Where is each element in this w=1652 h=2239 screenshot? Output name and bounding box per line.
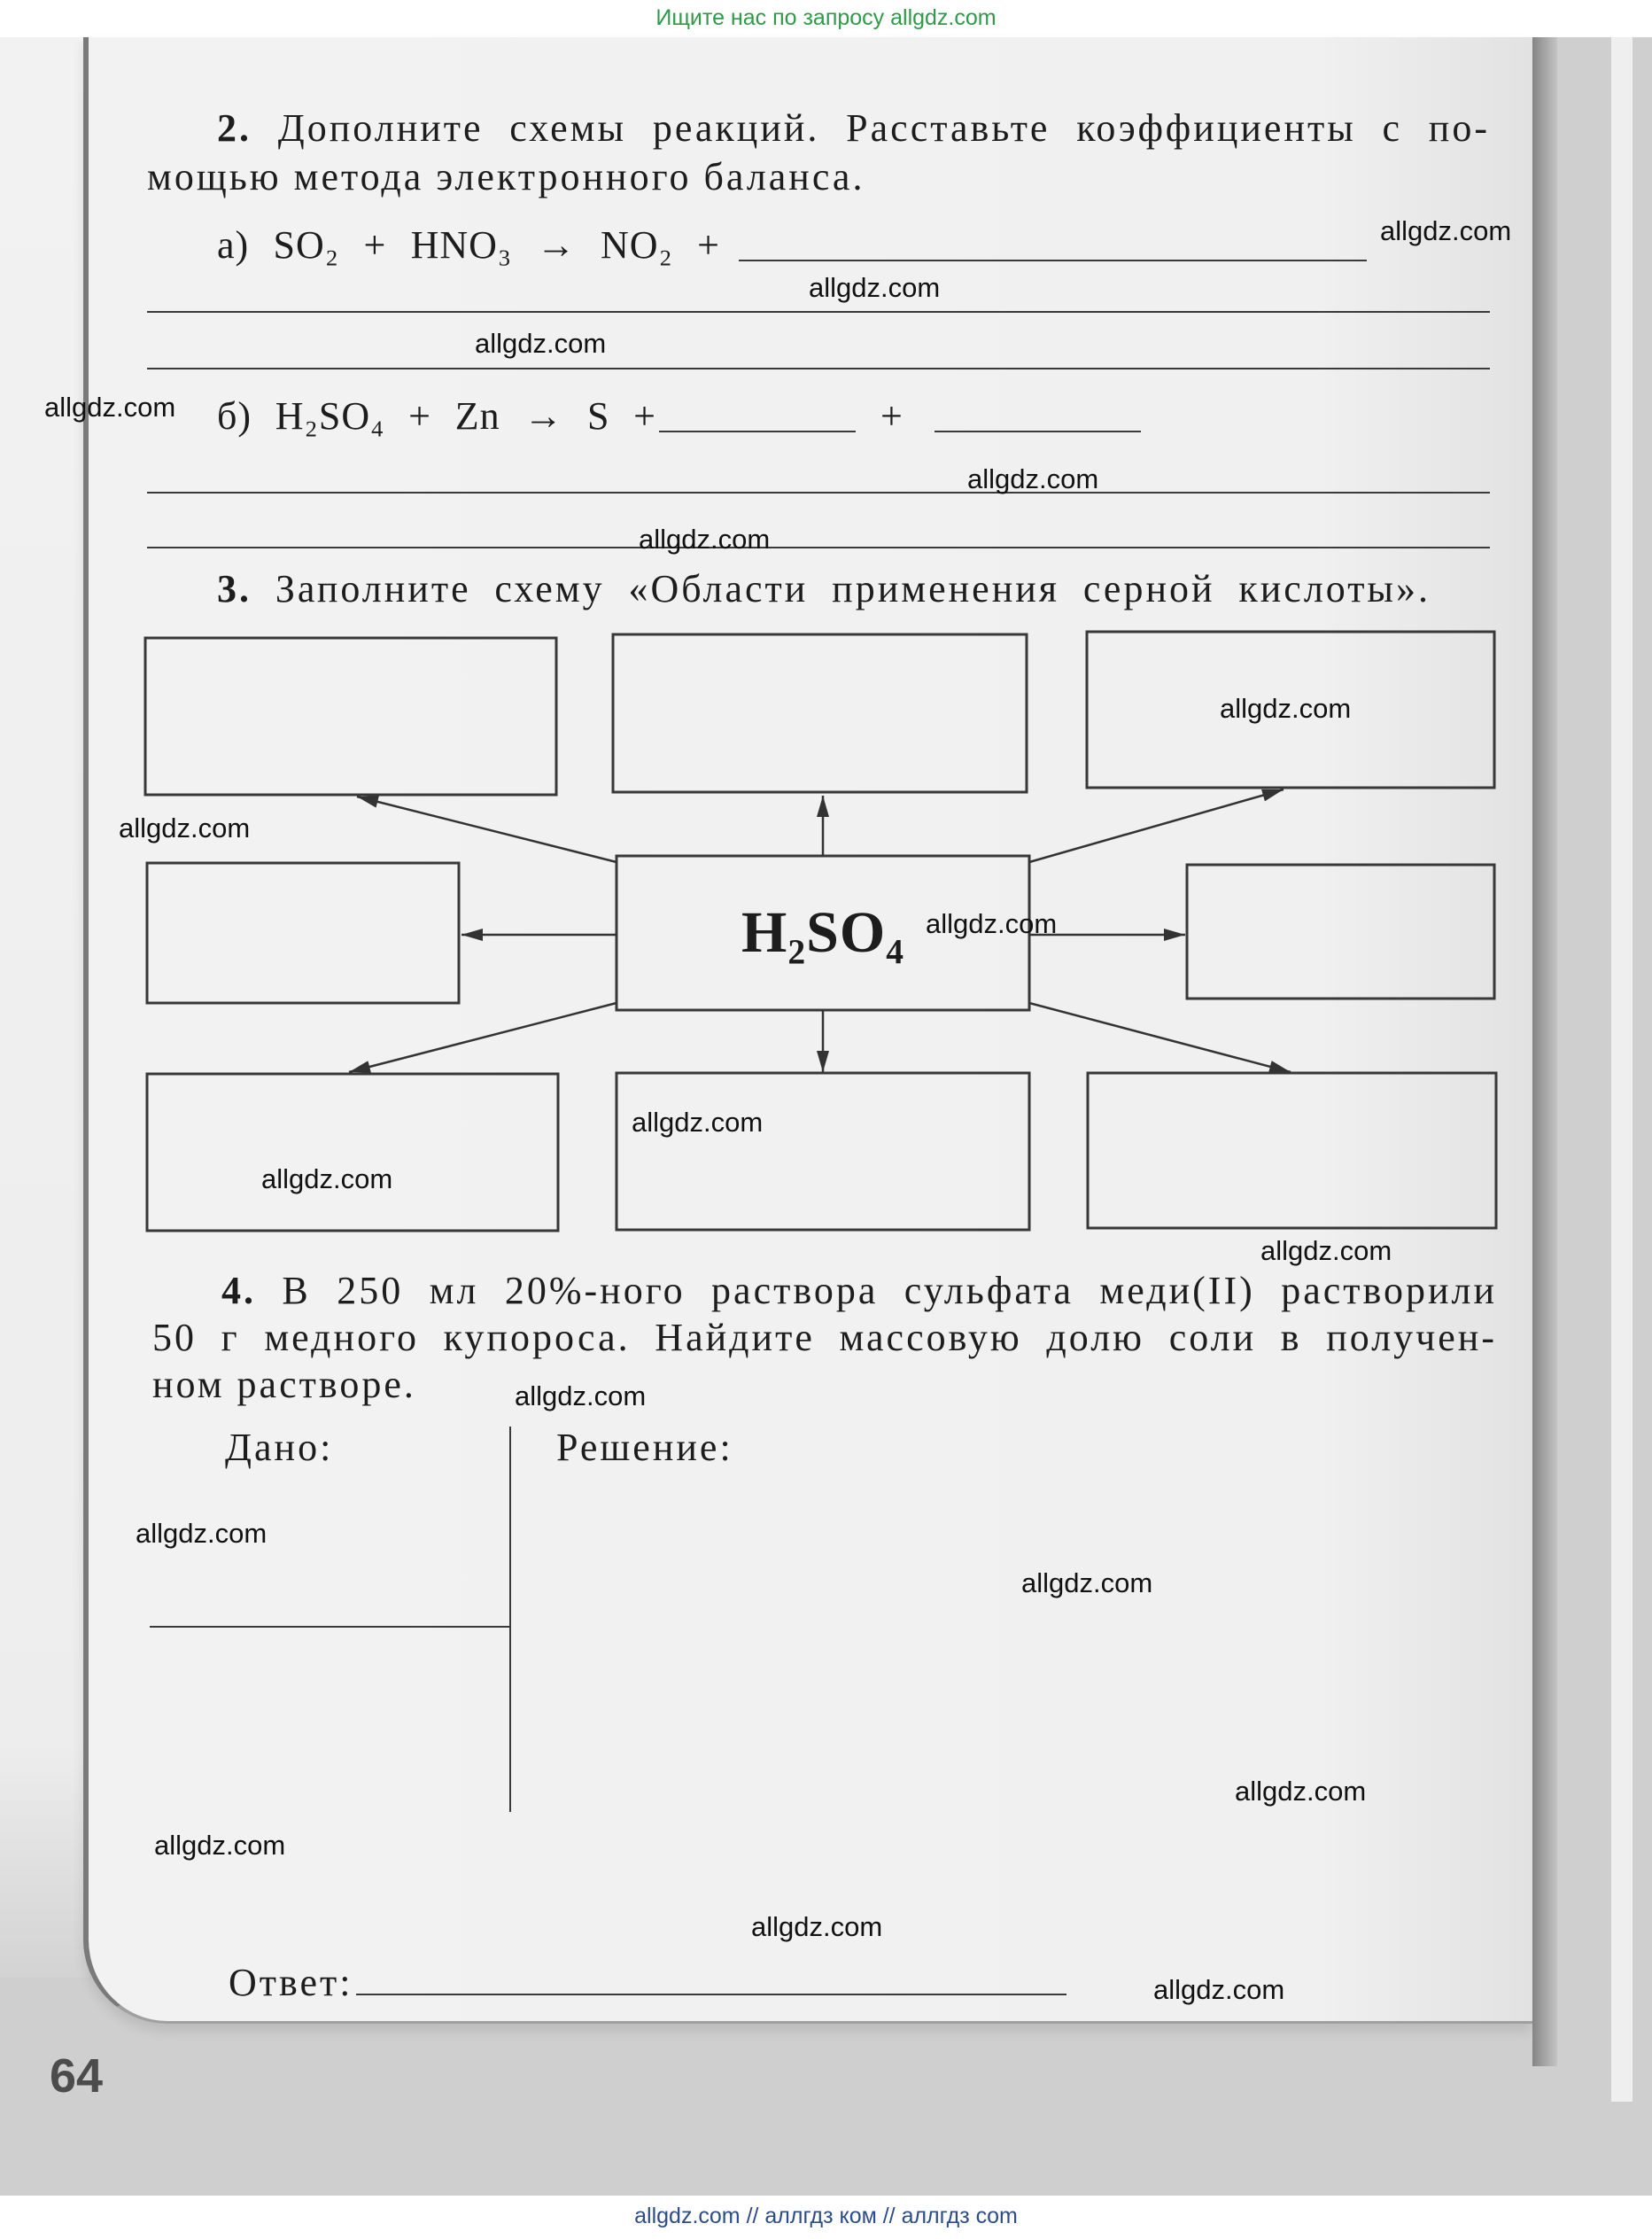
page-number: 64 (50, 2049, 104, 2103)
task-2b-plus-sign: + (880, 394, 904, 438)
right-page-edge-strip (1611, 37, 1633, 2102)
task-4-text-line-2: 50 г медного купороса. Найдите массовую долю соли в получен- (152, 1316, 1497, 1359)
watermark: allgdz.com (261, 1163, 393, 1194)
watermark: allgdz.com (1380, 215, 1512, 246)
given-underline (150, 1626, 510, 1628)
task-2b-answer-blank-1 (659, 431, 856, 432)
watermark: allgdz.com (926, 908, 1058, 939)
given-label: Дано: (225, 1426, 334, 1469)
task-2b-label: б) (217, 394, 252, 438)
footer-text: allgdz.com // аллгдз ком // аллгдз com (634, 2204, 1018, 2228)
task-2a-label: а) (217, 223, 250, 267)
task-2-text-line-2: мощью метода электронного баланса. (147, 155, 865, 198)
task-2b-equation (217, 395, 656, 438)
task-4-text-line-3: ном растворе. (152, 1363, 416, 1406)
task-2-number: 2. (217, 106, 252, 150)
watermark: allgdz.com (632, 1107, 764, 1138)
task-4-text-line-1 (221, 1270, 1497, 1312)
watermark: allgdz.com (809, 272, 941, 303)
solution-label: Решение: (556, 1426, 733, 1469)
task-2a-answer-blank (739, 260, 1367, 261)
watermark: allgdz.com (1153, 1974, 1285, 2005)
top-banner: Ищите нас по запросу allgdz.com (655, 5, 997, 30)
watermark: allgdz.com (967, 463, 1099, 494)
answer-blank (356, 1994, 1066, 1995)
watermark: allgdz.com (136, 1518, 268, 1549)
watermark: allgdz.com (1021, 1567, 1153, 1598)
task-3-title (217, 568, 1431, 610)
workbook-page (83, 37, 1532, 2024)
watermark: allgdz.com (1235, 1776, 1367, 1807)
book-spine-shadow (1532, 37, 1557, 2066)
watermark: allgdz.com (515, 1380, 647, 1411)
task-2a-writing-line-1 (147, 311, 1490, 313)
left-page-margin (0, 37, 89, 1978)
task-2b-answer-blank-2 (935, 431, 1141, 432)
task-2b-writing-line-1 (147, 492, 1490, 494)
task-2a-scheme: SO₂ + HNO₃ → NO₂ + (273, 223, 720, 267)
task-4-condition-part-1: В 250 мл 20%-ного раствора сульфата меди(II) растворили (282, 1269, 1497, 1312)
task-2-text-line-1 (217, 107, 1490, 150)
task-3-number: 3. (217, 567, 252, 610)
task-4-number: 4. (221, 1269, 256, 1312)
h2so4-formula: H₂SO₄ (741, 900, 904, 965)
watermark: allgdz.com (119, 812, 251, 844)
watermark: allgdz.com (44, 392, 176, 423)
watermark: allgdz.com (1260, 1235, 1392, 1266)
watermark: allgdz.com (475, 328, 607, 359)
watermark: allgdz.com (154, 1830, 286, 1861)
given-solution-divider (509, 1427, 511, 1812)
task-2a-equation (217, 224, 720, 267)
task-2a-writing-line-2 (147, 368, 1490, 369)
task-3-instruction: Заполните схему «Области применения серной кислоты». (275, 567, 1431, 610)
watermark: allgdz.com (639, 524, 771, 555)
watermark: allgdz.com (751, 1911, 883, 1942)
answer-label: Ответ: (229, 1961, 353, 2004)
task-2b-scheme: H₂SO₄ + Zn → S + (275, 394, 656, 438)
task-2b-writing-line-2 (147, 547, 1490, 548)
task-2-instruction-part-1: Дополните схемы реакций. Расставьте коэффициенты с по- (277, 106, 1490, 150)
watermark: allgdz.com (1220, 693, 1352, 724)
